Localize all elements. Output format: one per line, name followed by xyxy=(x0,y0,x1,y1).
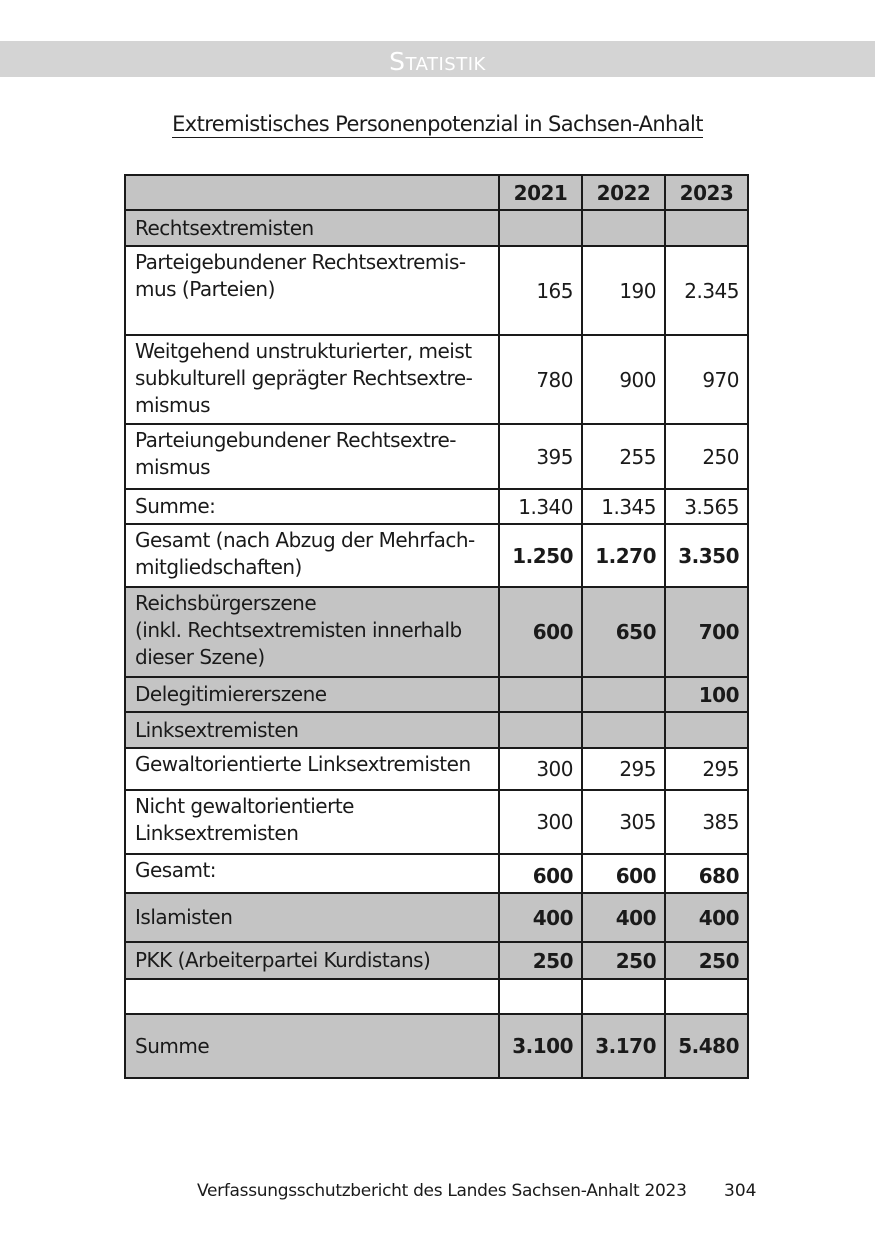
cell-value: 3.170 xyxy=(582,1014,665,1078)
cell-value: 300 xyxy=(499,790,582,854)
table-row xyxy=(125,979,748,1014)
row-label: Weitgehend unstrukturierter, meist subkulturell geprägter Rechtsextre- mismus xyxy=(125,335,499,424)
cell-value xyxy=(499,677,582,712)
page-number: 304 xyxy=(724,1181,757,1201)
cell-value: 1.270 xyxy=(582,524,665,587)
cell-value: 1.250 xyxy=(499,524,582,587)
cell-value xyxy=(582,210,665,246)
cell-value: 5.480 xyxy=(665,1014,748,1078)
table-row xyxy=(125,942,748,979)
cell-value xyxy=(582,677,665,712)
cell-value: 900 xyxy=(582,335,665,424)
row-label: Islamisten xyxy=(125,893,499,942)
cell-value: 250 xyxy=(665,424,748,489)
year-header: 2022 xyxy=(582,175,665,210)
cell-value: 600 xyxy=(499,587,582,677)
cell-value: 250 xyxy=(665,942,748,979)
table-row xyxy=(125,712,748,748)
row-label: Gesamt: xyxy=(125,854,499,893)
cell-value: 305 xyxy=(582,790,665,854)
section-header-bar xyxy=(0,41,875,77)
cell-value: 300 xyxy=(499,748,582,790)
row-label: Summe xyxy=(125,1014,499,1078)
cell-value: 680 xyxy=(665,854,748,893)
table-row xyxy=(125,677,748,712)
year-header: 2021 xyxy=(499,175,582,210)
table-row xyxy=(125,246,748,335)
statistics-table xyxy=(124,174,749,1079)
cell-value: 295 xyxy=(665,748,748,790)
row-label: Parteigebundener Rechtsextremis- mus (Parteien) xyxy=(125,246,499,335)
section-title: Statistik xyxy=(389,47,486,76)
cell-value: 650 xyxy=(582,587,665,677)
row-label: Delegitimiererszene xyxy=(125,677,499,712)
row-label: Linksextremisten xyxy=(125,712,499,748)
row-label: PKK (Arbeiterpartei Kurdistans) xyxy=(125,942,499,979)
table-row xyxy=(125,790,748,854)
cell-value: 190 xyxy=(582,246,665,335)
year-header: 2023 xyxy=(665,175,748,210)
cell-value: 295 xyxy=(582,748,665,790)
cell-value xyxy=(665,712,748,748)
table-row xyxy=(125,587,748,677)
cell-value: 165 xyxy=(499,246,582,335)
row-label: Nicht gewaltorientierte Linksextremisten xyxy=(125,790,499,854)
row-label: Gesamt (nach Abzug der Mehrfach- mitgliedschaften) xyxy=(125,524,499,587)
cell-value xyxy=(499,979,582,1014)
cell-value: 255 xyxy=(582,424,665,489)
row-label: Reichsbürgerszene (inkl. Rechtsextremisten innerhalb dieser Szene) xyxy=(125,587,499,677)
cell-value: 250 xyxy=(582,942,665,979)
cell-value: 600 xyxy=(499,854,582,893)
table-row xyxy=(125,489,748,524)
cell-value xyxy=(582,979,665,1014)
table-header-row xyxy=(125,175,748,210)
footer-text: Verfassungsschutzbericht des Landes Sachsen-Anhalt 2023 xyxy=(197,1181,687,1201)
cell-value: 400 xyxy=(665,893,748,942)
cell-value: 395 xyxy=(499,424,582,489)
cell-value: 700 xyxy=(665,587,748,677)
table-row xyxy=(125,210,748,246)
cell-value: 1.340 xyxy=(499,489,582,524)
row-label xyxy=(125,979,499,1014)
cell-value: 400 xyxy=(582,893,665,942)
row-label: Summe: xyxy=(125,489,499,524)
cell-value xyxy=(499,712,582,748)
cell-value: 250 xyxy=(499,942,582,979)
cell-value: 3.100 xyxy=(499,1014,582,1078)
row-label: Rechtsextremisten xyxy=(125,210,499,246)
row-label: Parteiungebundener Rechtsextre- mismus xyxy=(125,424,499,489)
cell-value xyxy=(499,210,582,246)
cell-value: 780 xyxy=(499,335,582,424)
cell-value: 600 xyxy=(582,854,665,893)
cell-value xyxy=(582,712,665,748)
table-row xyxy=(125,748,748,790)
table-row xyxy=(125,1014,748,1078)
table-title xyxy=(0,112,875,136)
table-row xyxy=(125,854,748,893)
cell-value: 385 xyxy=(665,790,748,854)
cell-value: 3.565 xyxy=(665,489,748,524)
cell-value: 100 xyxy=(665,677,748,712)
table-row xyxy=(125,893,748,942)
cell-value: 400 xyxy=(499,893,582,942)
cell-value xyxy=(665,210,748,246)
table-row xyxy=(125,335,748,424)
cell-value: 1.345 xyxy=(582,489,665,524)
table-row xyxy=(125,424,748,489)
cell-value: 970 xyxy=(665,335,748,424)
table-title-text: Extremistisches Personenpotenzial in Sachsen-Anhalt xyxy=(172,112,703,136)
cell-value: 2.345 xyxy=(665,246,748,335)
cell-value xyxy=(665,979,748,1014)
header-empty-cell xyxy=(125,175,499,210)
row-label: Gewaltorientierte Linksextremisten xyxy=(125,748,499,790)
table-row xyxy=(125,524,748,587)
cell-value: 3.350 xyxy=(665,524,748,587)
